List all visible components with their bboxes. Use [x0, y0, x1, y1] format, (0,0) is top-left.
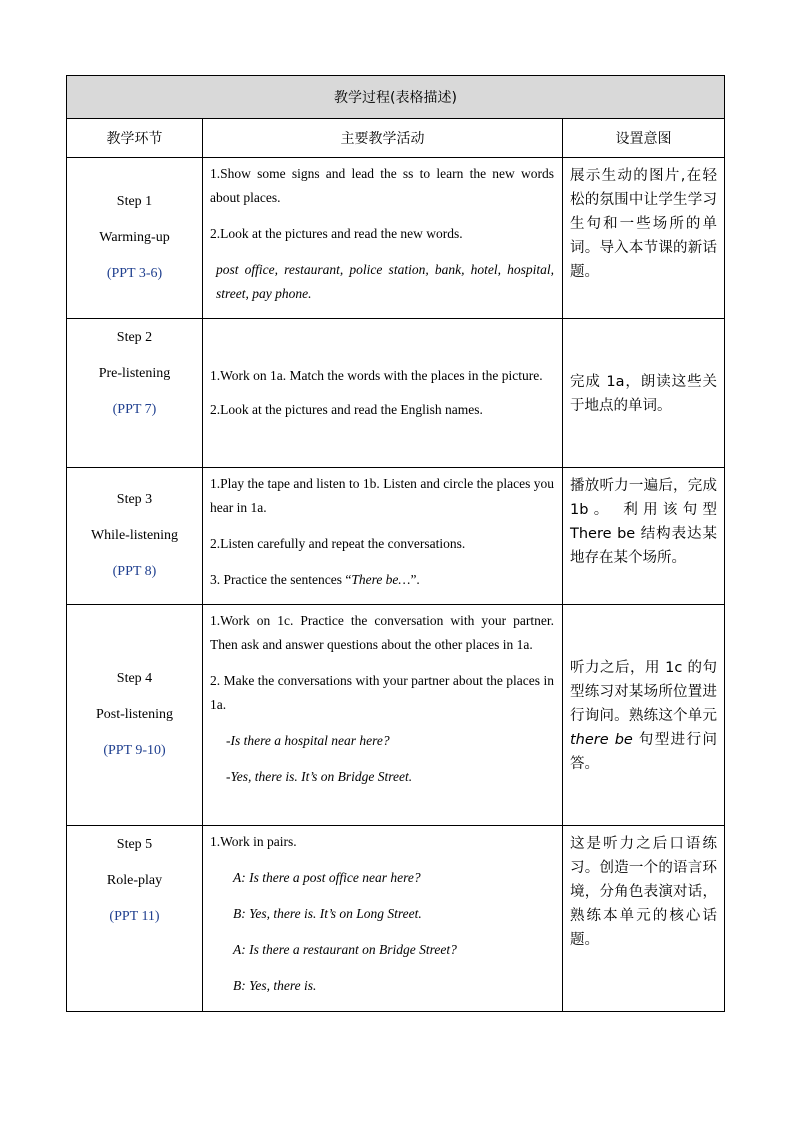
intent-cell: 完成 1a，朗读这些关于地点的单词。 — [563, 319, 725, 468]
table-title-row — [67, 76, 725, 119]
activities-cell — [203, 158, 563, 319]
step-ppt: (PPT 7) — [112, 402, 157, 417]
step-number: Step 5 — [116, 837, 153, 852]
activity-item: 1.Work in pairs. — [210, 834, 297, 849]
activity-item: 1.Work on 1c. Practice the conversation with your partner. Then ask and answer questions about the other places in 1a. — [210, 613, 554, 652]
activity-item: 2.Look at the pictures and read the new words. — [210, 226, 463, 241]
activity-item: 2.Listen carefully and repeat the conversations. — [210, 536, 466, 551]
intent-text: 听力之后，用 1c 的句型练习对某场所位置进行询问。熟练这个单元 — [570, 660, 717, 724]
step-cell — [67, 605, 203, 826]
activity-item: B: Yes, there is. — [233, 978, 317, 993]
header-stage: 教学环节 — [67, 119, 203, 158]
activities-cell — [203, 605, 563, 826]
activity-item: 1.Show some signs and lead the ss to learn the new words about places. — [210, 166, 554, 205]
activity-item: A: Is there a post office near here? — [233, 870, 421, 885]
activities-cell — [203, 319, 563, 468]
table-row — [67, 605, 725, 826]
intent-emphasis: there be — [570, 732, 633, 748]
step-number: Step 4 — [116, 671, 153, 686]
intent-cell: 播放听力一遍后，完成 1b。 利用该句型 There be 结构表达某地存在某个场所。 — [563, 468, 725, 605]
activity-item: 1.Work on 1a. Match the words with the places in the picture. — [210, 367, 543, 383]
table-row — [67, 158, 725, 319]
activities-cell — [203, 468, 563, 605]
step-ppt: (PPT 11) — [109, 909, 160, 924]
header-intent: 设置意图 — [563, 119, 725, 158]
table-row — [67, 468, 725, 605]
step-cell — [67, 319, 203, 468]
step-stage: Post-listening — [95, 707, 173, 722]
intent-cell: 这是听力之后口语练习。创造一个的语言环境，分角色表演对话，熟练本单元的核心话题。 — [563, 826, 725, 1012]
teaching-process-table — [66, 75, 725, 1012]
activity-item: -Yes, there is. It’s on Bridge Street. — [226, 769, 413, 784]
step-ppt: (PPT 8) — [112, 564, 157, 579]
step-cell — [67, 826, 203, 1012]
activity-item: 2.Look at the pictures and read the English names. — [210, 401, 483, 417]
step-stage: Pre-listening — [98, 366, 171, 381]
intent-text: 句型进行问答。 — [570, 732, 717, 772]
step-stage: While-listening — [90, 528, 179, 543]
activity-item: 1.Play the tape and listen to 1b. Listen and circle the places you hear in 1a. — [210, 476, 554, 515]
activity-text: ”. — [410, 572, 420, 587]
activities-cell — [203, 826, 563, 1012]
activity-emphasis: There be… — [351, 572, 411, 587]
header-activities: 主要教学活动 — [203, 119, 563, 158]
table-header-row — [67, 119, 725, 158]
activity-item: B: Yes, there is. It’s on Long Street. — [233, 906, 422, 921]
activity-item: -Is there a hospital near here? — [226, 733, 390, 748]
step-stage: Role-play — [106, 873, 163, 888]
activity-item: 2. Make the conversations with your partner about the places in 1a. — [210, 673, 554, 712]
activity-item — [210, 568, 554, 592]
step-ppt: (PPT 3-6) — [106, 266, 163, 281]
step-cell — [67, 468, 203, 605]
table-row — [67, 826, 725, 1012]
step-number: Step 2 — [116, 330, 153, 345]
table-title: 教学过程(表格描述) — [67, 76, 725, 119]
step-stage: Warming-up — [99, 230, 170, 245]
step-number: Step 1 — [116, 194, 153, 209]
activity-item: post office, restaurant, police station, bank, hotel, hospital, street, pay phone. — [216, 262, 554, 301]
activity-text: 3. Practice the sentences “ — [210, 572, 352, 587]
step-ppt: (PPT 9-10) — [103, 743, 166, 758]
activity-item: A: Is there a restaurant on Bridge Street? — [233, 942, 457, 957]
table-row — [67, 319, 725, 468]
intent-cell — [563, 605, 725, 826]
step-cell — [67, 158, 203, 319]
intent-cell: 展示生动的图片,在轻松的氛围中让学生学习生句和一些场所的单词。导入本节课的新话题。 — [563, 158, 725, 319]
step-number: Step 3 — [116, 492, 153, 507]
